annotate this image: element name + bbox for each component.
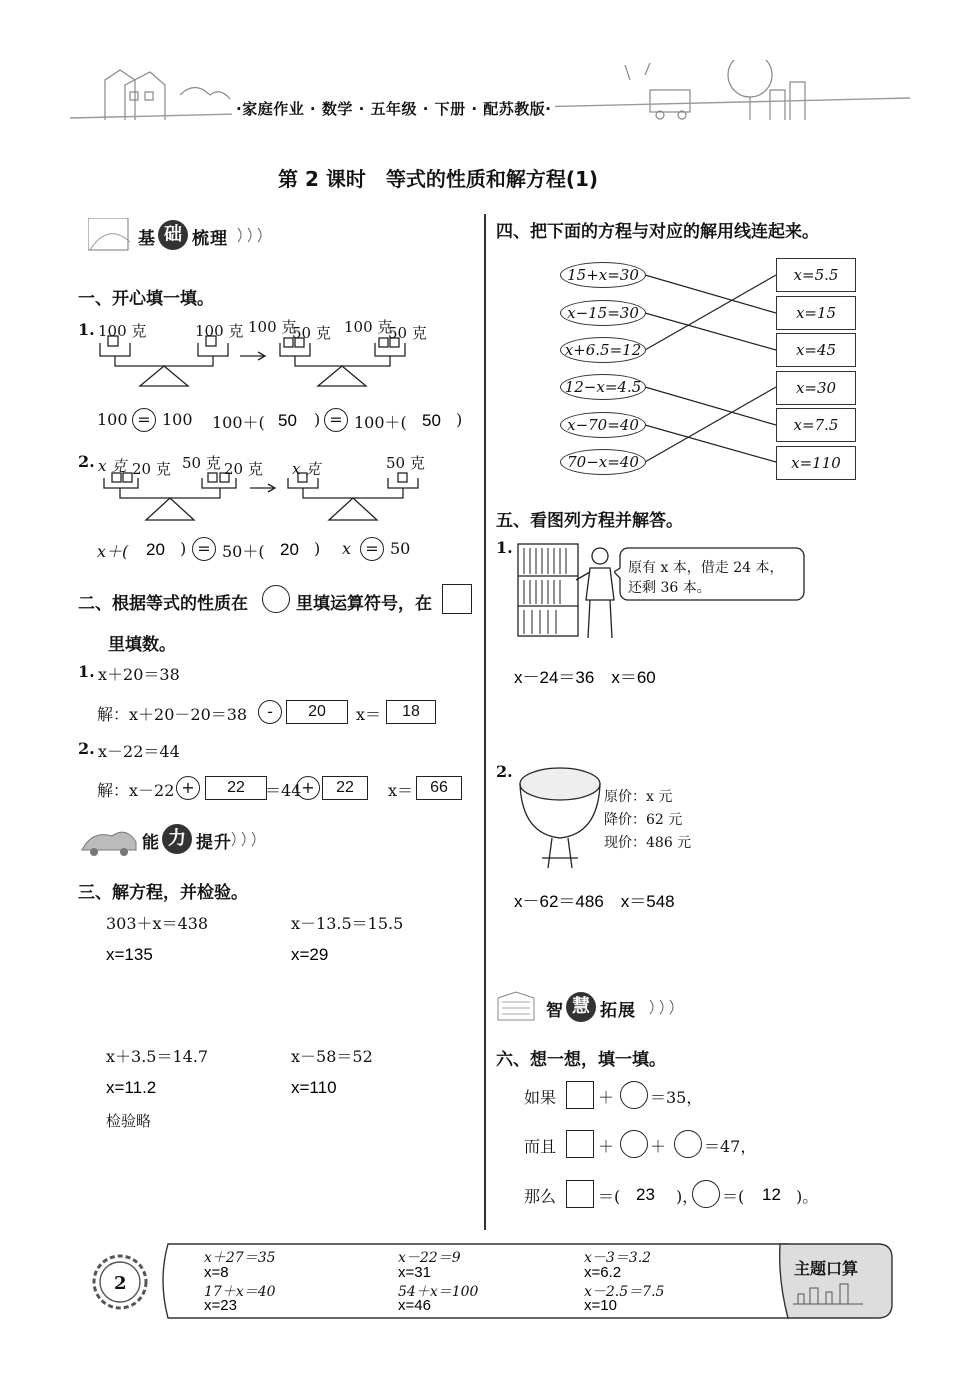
footer-equation: x－3＝3.2 [584, 1250, 652, 1266]
weight-label: x 克 [98, 457, 127, 475]
badge-ability [78, 822, 278, 856]
number-box[interactable]: 22 [205, 776, 267, 800]
line-text: ＋ [598, 1088, 615, 1107]
equation-text: ) [314, 410, 321, 429]
page-number: 2 [114, 1273, 127, 1294]
equation-oval[interactable]: 70−x=40 [560, 449, 646, 475]
badge-char: 升 [214, 833, 231, 853]
badge-char: 基 [138, 229, 155, 249]
footer-equation: x－2.5＝7.5 [584, 1284, 665, 1300]
badge-char: 提 [196, 833, 213, 853]
header-subtitle: ·家庭作业 · 数学 · 五年级 · 下册 · 配苏教版· [232, 98, 555, 119]
solution-box[interactable]: x=5.5 [776, 258, 856, 292]
weight-label: 50 克 [182, 454, 221, 472]
equals-sign-circle: = [324, 408, 348, 432]
footer-equation: 54＋x＝100 [398, 1284, 479, 1300]
line-text: ＝( [598, 1187, 621, 1206]
weight-label: 100 克 [344, 318, 393, 336]
badge-char-highlight: 础 [158, 220, 188, 250]
equation-text: 50 [390, 539, 411, 558]
solution-text: 解：x－22 [97, 781, 175, 800]
line-text: )。 [796, 1187, 819, 1206]
equals-sign-circle: = [132, 408, 156, 432]
circle-symbol [692, 1180, 720, 1208]
solution-box[interactable]: x=15 [776, 296, 856, 330]
weight-label: 50 克 [386, 454, 425, 472]
circle-symbol [620, 1081, 648, 1109]
weight-label: 50 克 [388, 324, 427, 342]
equation-text: 100 [162, 410, 193, 429]
check-note: 检验略 [106, 1112, 152, 1130]
weight-label: 100 克 [195, 322, 244, 340]
equation-oval[interactable]: 15+x=30 [560, 262, 646, 288]
equals-sign-circle: = [360, 537, 384, 561]
footer-equation: 17＋x＝40 [204, 1284, 276, 1300]
solution-box[interactable]: x=45 [776, 333, 856, 367]
line-text: 而且 [524, 1137, 557, 1156]
equation-text: x＋( [97, 542, 129, 561]
equation-oval[interactable]: x−70=40 [560, 412, 646, 438]
q-number: 1. [78, 662, 95, 681]
section-3-title: 三、解方程，并检验。 [78, 883, 248, 903]
badge-char: 能 [142, 833, 159, 853]
header-decoration [70, 60, 910, 130]
answer-blank[interactable]: 12 [762, 1185, 781, 1204]
circle-symbol [674, 1130, 702, 1158]
equation-text: x [342, 539, 352, 558]
badge-char: 梳 [192, 229, 209, 249]
line-text: )， [676, 1187, 699, 1206]
equation-text: 50＋( [222, 542, 265, 561]
answer-blank[interactable]: 23 [636, 1185, 655, 1204]
answer-text[interactable]: x=29 [291, 945, 329, 964]
answer-text[interactable]: x=11.2 [106, 1078, 157, 1097]
price-label: 现价：486 元 [604, 835, 692, 851]
equation-text: x－58＝52 [291, 1047, 373, 1066]
answer-blank[interactable]: 50 [278, 411, 297, 430]
line-text: 如果 [524, 1088, 557, 1107]
number-box-example [442, 584, 472, 614]
line-text: ＝35， [650, 1088, 703, 1107]
line-text: ＝47， [704, 1137, 757, 1156]
weight-label: x 克 [292, 460, 321, 478]
footer-answer[interactable]: x=23 [204, 1297, 237, 1314]
footer-equation: x＋27＝35 [204, 1250, 276, 1266]
weight-label: 50 克 [292, 324, 331, 342]
footer-theme-label: 主题口算 [794, 1259, 859, 1278]
section-2-title-cont: 里填数。 [108, 635, 176, 655]
equation-oval[interactable]: 12−x=4.5 [560, 374, 646, 400]
answer-blank[interactable]: 20 [146, 540, 165, 559]
equation-text: ) [314, 539, 321, 558]
solution-box[interactable]: x=110 [776, 446, 856, 480]
equation-text: 100＋( [212, 413, 265, 432]
badge-char: 理 [210, 229, 227, 249]
section-4-title: 四、把下面的方程与对应的解用线连起来。 [496, 222, 819, 242]
number-box[interactable]: 66 [416, 776, 462, 800]
badge-char-highlight: 力 [162, 824, 192, 854]
bubble-text: 原有 x 本，借走 24 本， [628, 560, 784, 576]
weight-label: 20 克 [224, 460, 263, 478]
number-box[interactable]: 18 [386, 700, 436, 724]
operator-circle[interactable]: + [296, 776, 320, 800]
square-symbol [566, 1081, 594, 1109]
solution-box[interactable]: x=7.5 [776, 408, 856, 442]
weight-label: 20 克 [132, 460, 171, 478]
solution-box[interactable]: x=30 [776, 371, 856, 405]
lesson-title: 第 2 课时 等式的性质和解方程(1) [278, 167, 599, 191]
badge-wisdom [496, 990, 696, 1024]
footer-answer[interactable]: x=46 [398, 1297, 431, 1314]
price-label: 降价：62 元 [604, 812, 683, 828]
footer-answer[interactable]: x=8 [204, 1264, 229, 1281]
line-text: ＝( [722, 1187, 745, 1206]
footer-answer[interactable]: x=31 [398, 1264, 431, 1281]
equation-oval[interactable]: x−15=30 [560, 300, 646, 326]
operator-circle[interactable]: - [258, 700, 282, 724]
q-number: 2. [496, 762, 513, 781]
equation-oval[interactable]: x+6.5=12 [560, 337, 646, 363]
answer-text[interactable]: x=135 [106, 945, 153, 964]
number-box[interactable]: 22 [322, 776, 368, 800]
badge-char: 智 [546, 1001, 563, 1021]
badge-char-highlight: 慧 [566, 992, 596, 1022]
badge-char: 拓 [600, 1001, 617, 1021]
x-equals-label: x＝ [388, 781, 414, 800]
solution-text: 解：x＋20－20＝38 [97, 705, 248, 724]
answer-text[interactable]: x=110 [291, 1078, 337, 1097]
q-number: 1. [496, 538, 513, 557]
answer-text[interactable]: x－24＝36 x＝60 [514, 668, 656, 687]
q2-number: 2. [78, 452, 95, 471]
section-5-title: 五、看图列方程并解答。 [496, 511, 683, 531]
answer-blank[interactable]: 50 [422, 411, 441, 430]
equation-text: x＋3.5＝14.7 [106, 1047, 209, 1066]
section-6-title: 六、想一想，填一填。 [496, 1050, 666, 1070]
equation-text: ＝44 [265, 781, 302, 800]
q-number: 2. [78, 739, 95, 758]
footer-answer[interactable]: x=6.2 [584, 1264, 622, 1281]
equation-text: x－22＝44 [98, 742, 180, 761]
section-2-title: 二、根据等式的性质在 [78, 594, 248, 614]
operator-circle-example [262, 585, 290, 613]
q1-number: 1. [78, 320, 95, 339]
section-2-title: 里填运算符号，在 [296, 594, 432, 614]
equation-text: 303＋x＝438 [106, 914, 209, 933]
section-1-title: 一、开心填一填。 [78, 289, 214, 309]
badge-basic [88, 218, 278, 252]
equation-text: 100 [97, 410, 128, 429]
line-text: ＋ [598, 1137, 615, 1156]
equation-text: ) [456, 410, 463, 429]
square-symbol [566, 1180, 594, 1208]
line-text: ＋ [650, 1137, 667, 1156]
equation-text: x＋20＝38 [98, 665, 180, 684]
answer-blank[interactable]: 20 [280, 540, 299, 559]
equals-sign-circle: = [192, 537, 216, 561]
bubble-text: 还剩 36 本。 [628, 580, 711, 596]
price-label: 原价：x 元 [604, 789, 673, 805]
equation-text: x－13.5＝15.5 [291, 914, 404, 933]
circle-symbol [620, 1130, 648, 1158]
number-box[interactable]: 20 [286, 700, 348, 724]
drum-illustration [512, 764, 604, 872]
weight-label: 100 克 [98, 322, 147, 340]
equation-text: ) [180, 539, 187, 558]
answer-text[interactable]: x－62＝486 x＝548 [514, 892, 675, 911]
footer-equation: x－22＝9 [398, 1250, 461, 1266]
operator-circle[interactable]: + [176, 776, 200, 800]
line-text: 那么 [524, 1187, 557, 1206]
badge-char: 展 [618, 1001, 635, 1021]
square-symbol [566, 1130, 594, 1158]
weight-label: 100 克 [248, 318, 297, 336]
footer-answer[interactable]: x=10 [584, 1297, 617, 1314]
equation-text: 100＋( [354, 413, 407, 432]
x-equals-label: x＝ [356, 705, 382, 724]
